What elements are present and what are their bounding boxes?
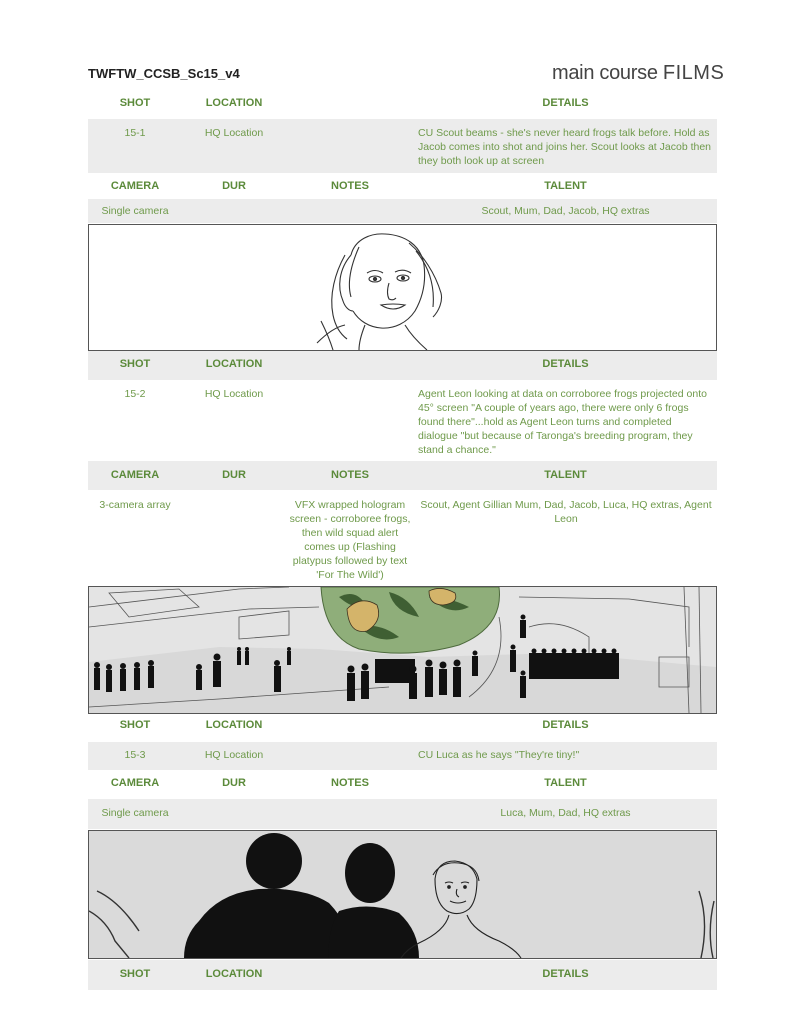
camera-row — [88, 799, 717, 829]
shot-header: SHOT — [119, 719, 151, 731]
shot-camera: Single camera — [101, 205, 169, 217]
location-header: LOCATION — [205, 719, 263, 731]
details-header: DETAILS — [542, 968, 589, 980]
details-header: DETAILS — [542, 719, 589, 731]
shot-talent: Scout, Agent Gillian Mum, Dad, Jacob, Luca, HQ extras, Agent Leon — [420, 499, 712, 525]
logo-main-text: main course — [552, 62, 658, 84]
dur-header: DUR — [222, 777, 246, 789]
camera-header-row — [88, 180, 717, 198]
storyboard-frame-luca-closeup — [88, 830, 717, 959]
details-header: DETAILS — [542, 97, 589, 109]
camera-header: CAMERA — [110, 777, 160, 789]
shot-header-row — [88, 960, 717, 990]
shot-row — [88, 742, 717, 770]
shot-number: 15-1 — [124, 127, 146, 139]
shot-header-row — [88, 351, 717, 380]
location-header: LOCATION — [205, 97, 263, 109]
storyboard-frame-hq-hologram — [88, 586, 717, 714]
camera-row — [88, 199, 717, 223]
document-id: TWFTW_CCSB_Sc15_v4 — [88, 66, 240, 81]
shot-location: HQ Location — [204, 749, 264, 761]
shot-row — [88, 119, 717, 173]
shot-header-row — [88, 719, 717, 739]
camera-header-row — [88, 461, 717, 490]
shot-location: HQ Location — [204, 388, 264, 400]
notes-header: NOTES — [331, 180, 369, 192]
shot-camera: 3-camera array — [99, 499, 171, 511]
shot-details: CU Scout beams - she's never heard frogs talk before. Hold as Jacob comes into shot and joins her. Scout looks at Jacob then they both look up at screen — [418, 127, 712, 167]
camera-header: CAMERA — [110, 469, 160, 481]
shot-location: HQ Location — [204, 127, 264, 139]
shot-header: SHOT — [119, 97, 151, 109]
location-header: LOCATION — [205, 968, 263, 980]
talent-header: TALENT — [544, 777, 587, 789]
dur-header: DUR — [222, 180, 246, 192]
notes-header: NOTES — [331, 777, 369, 789]
shot-talent: Scout, Mum, Dad, Jacob, HQ extras — [481, 205, 650, 217]
storyboard-frame-scout-closeup — [88, 224, 717, 351]
shot-header: SHOT — [119, 968, 151, 980]
sketch-scout-face — [89, 225, 716, 350]
sketch-hq-hologram-crowd — [89, 587, 716, 713]
company-logo — [552, 62, 724, 85]
shot-details: CU Luca as he says "They're tiny!" — [418, 749, 580, 761]
shot-header: SHOT — [119, 358, 151, 370]
dur-header: DUR — [222, 469, 246, 481]
shot-header-row — [88, 97, 717, 117]
talent-header: TALENT — [544, 180, 587, 192]
shot-number: 15-2 — [124, 388, 146, 400]
shot-number: 15-3 — [124, 749, 146, 761]
sketch-luca-silhouettes — [89, 831, 716, 958]
camera-header: CAMERA — [110, 180, 160, 192]
shot-notes: VFX wrapped hologram screen - corroboree frogs, then wild squad alert comes up (Flashing platypus followed by text 'For The Wild') — [289, 499, 411, 581]
talent-header: TALENT — [544, 469, 587, 481]
camera-row — [88, 491, 717, 586]
camera-header-row — [88, 777, 717, 795]
shot-talent: Luca, Mum, Dad, HQ extras — [500, 807, 631, 819]
shot-camera: Single camera — [101, 807, 169, 819]
logo-films-text: FILMS — [662, 62, 725, 84]
shot-row — [88, 380, 717, 460]
location-header: LOCATION — [205, 358, 263, 370]
details-header: DETAILS — [542, 358, 589, 370]
notes-header: NOTES — [331, 469, 369, 481]
shot-details: Agent Leon looking at data on corroboree frogs projected onto 45° screen "A couple of years ago, there were only 6 frogs found there"...hold as Agent Leon turns and completed dialogue "but because of Taronga's breeding program, they stand a chance." — [418, 388, 707, 456]
